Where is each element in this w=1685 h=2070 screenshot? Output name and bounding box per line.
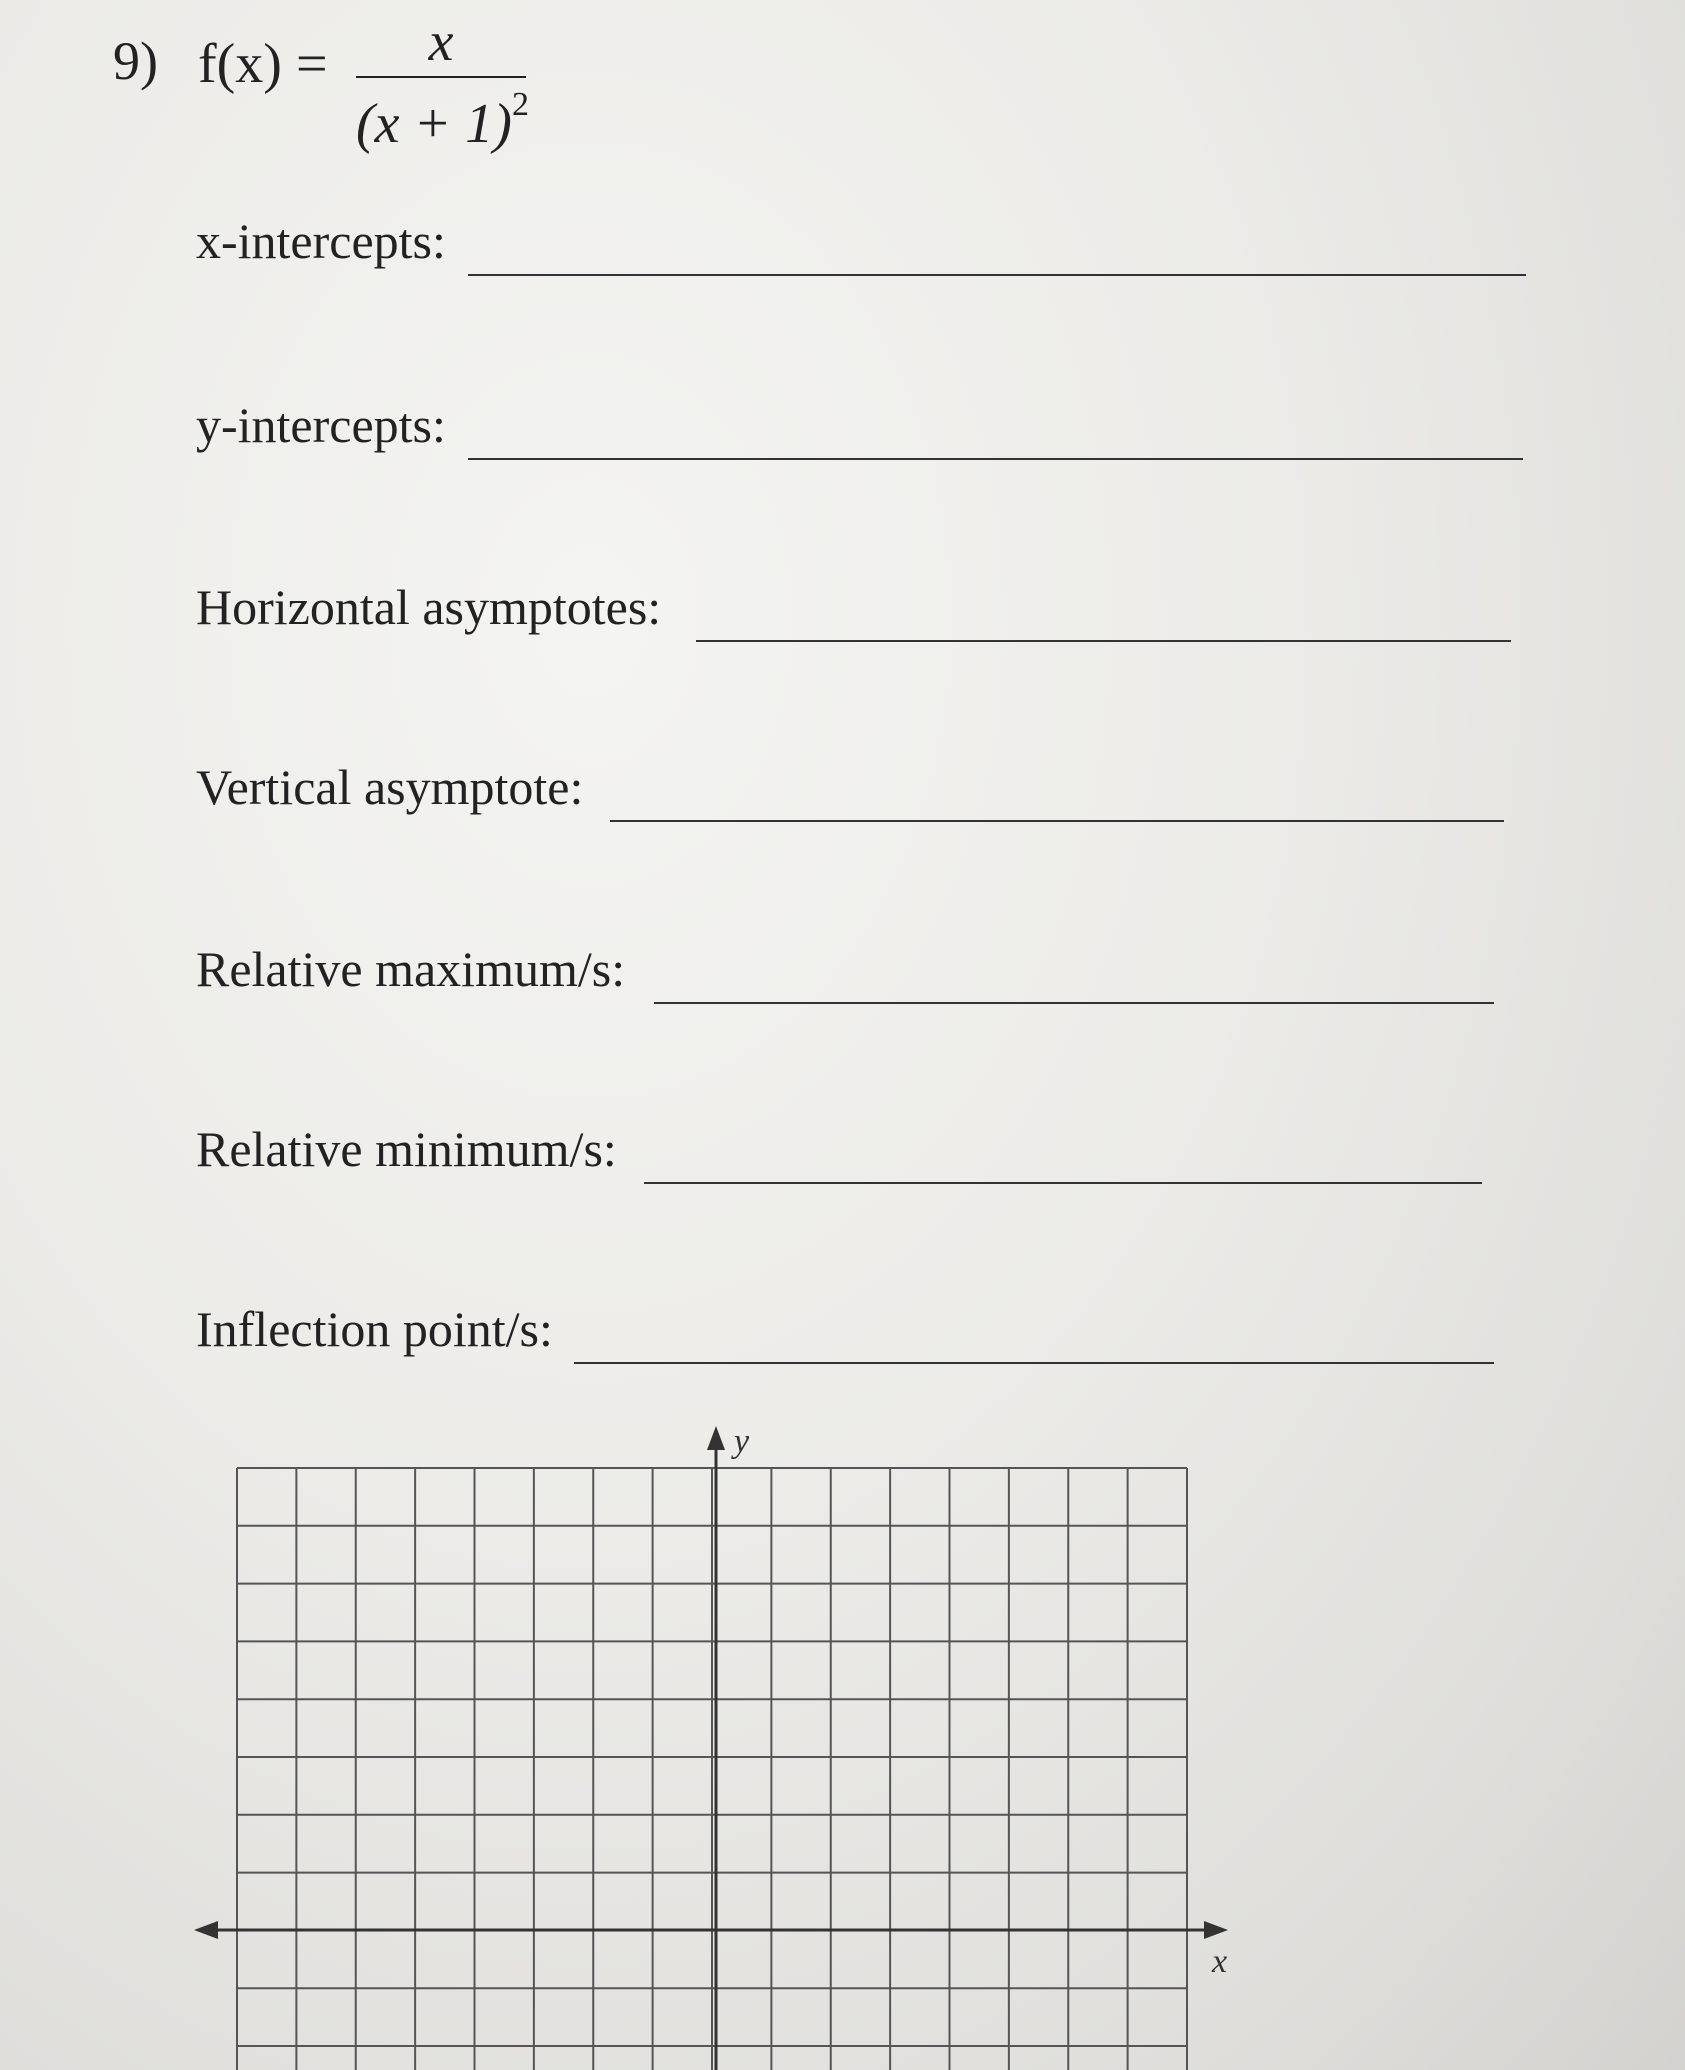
y-intercepts-label: y-intercepts: — [196, 397, 446, 453]
y-axis-label: y — [734, 1423, 750, 1460]
relative-maximum-label: Relative maximum/s: — [196, 941, 626, 997]
formula-numerator: x — [428, 11, 454, 73]
y-axis-arrow — [707, 1426, 725, 1450]
formula-lhs: f(x) = — [198, 33, 328, 95]
denominator-base: (x + 1) — [356, 93, 512, 155]
x-axis-right-arrow — [1204, 1921, 1228, 1939]
vertical-asymptote-label: Vertical asymptote: — [196, 759, 584, 815]
denominator-exponent: 2 — [511, 86, 529, 123]
problem-number: 9) — [113, 31, 158, 91]
graph-grid — [237, 1468, 1187, 2070]
inflection-points-label: Inflection point/s: — [196, 1301, 553, 1357]
x-axis-left-arrow — [194, 1921, 218, 1939]
relative-minimum-label: Relative minimum/s: — [196, 1121, 617, 1177]
x-axis-label: x — [1212, 1943, 1228, 1980]
x-intercepts-label: x-intercepts: — [196, 213, 446, 269]
horizontal-asymptotes-label: Horizontal asymptotes: — [196, 579, 662, 635]
